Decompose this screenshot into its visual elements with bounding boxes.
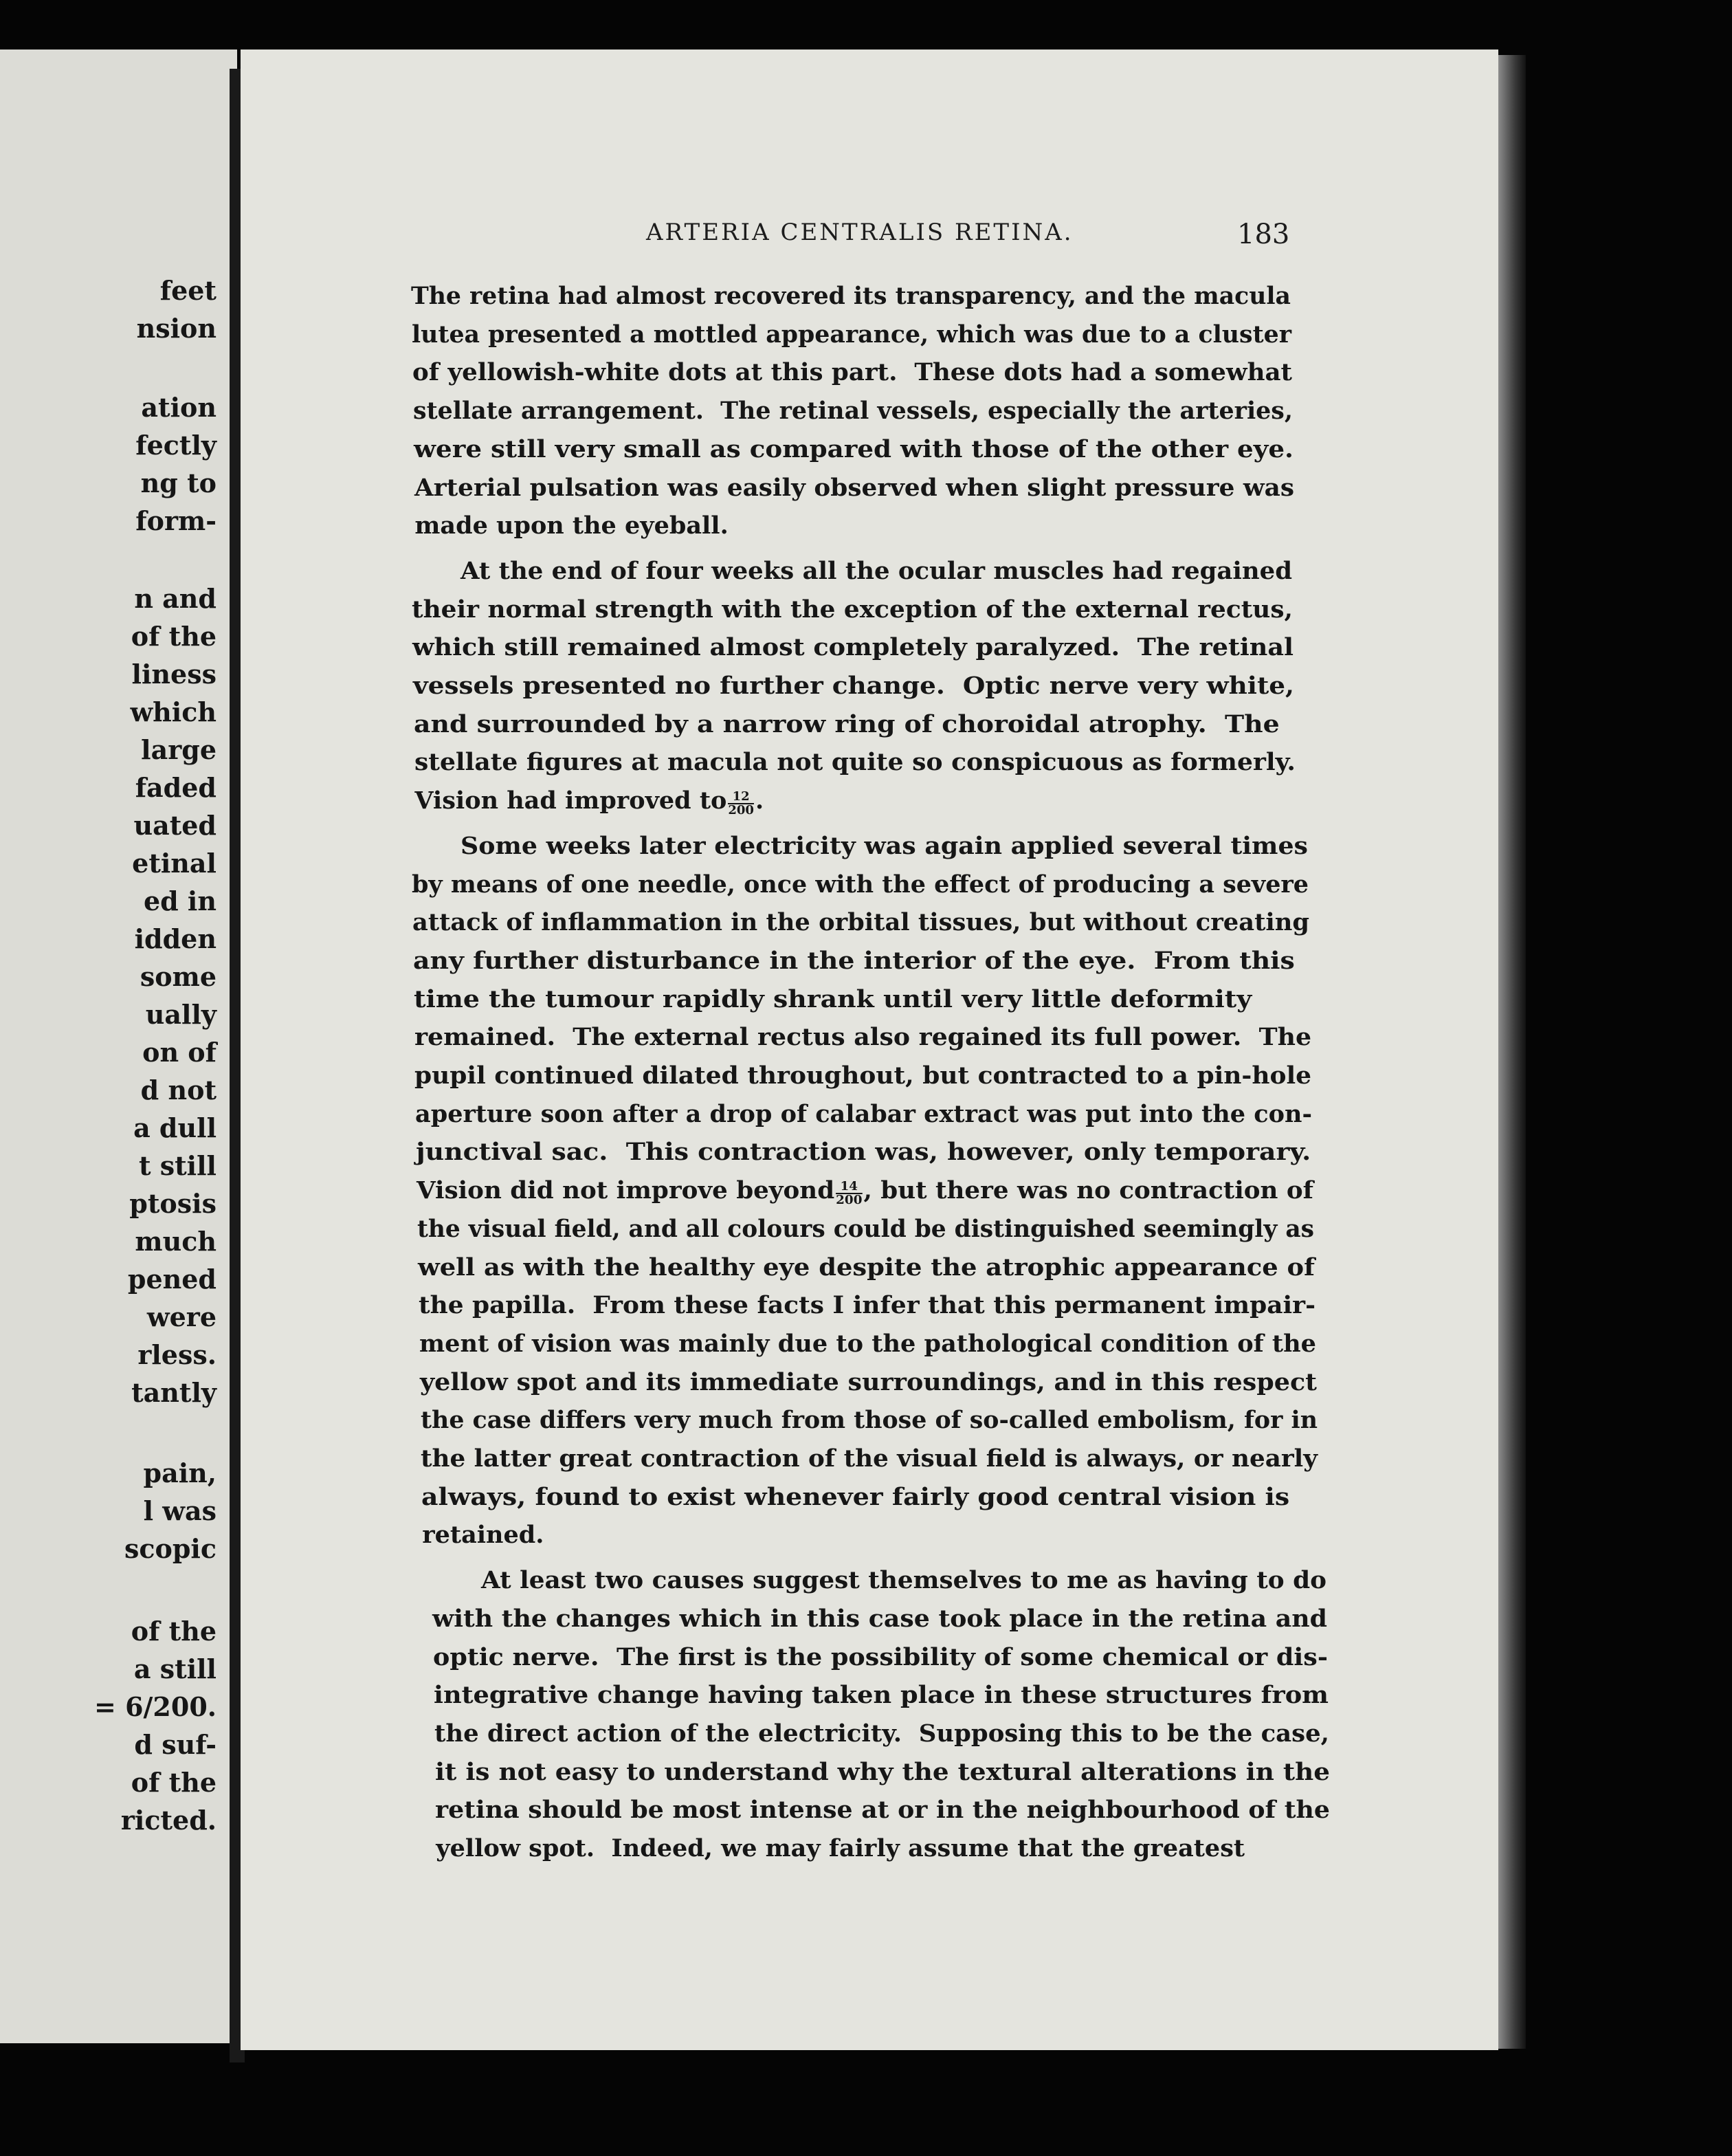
facing-page-line: idden (134, 923, 216, 954)
text-line (419, 1330, 1316, 1358)
facing-page-line: = 6/200. (94, 1691, 216, 1722)
text-line (413, 947, 1295, 975)
text-line (414, 985, 1252, 1013)
text-line (414, 512, 728, 540)
text-line (433, 1643, 1328, 1671)
text-line-content: the direct action of the electricity. Supposing this to be the case, (434, 1719, 1329, 1748)
text-line-content: it is not easy to understand why the textural alterations in the (434, 1757, 1330, 1786)
facing-page-line: some (140, 961, 216, 992)
fraction-denominator: 200 (728, 803, 754, 818)
text-line (435, 1758, 1330, 1786)
text-line (414, 710, 1280, 738)
facing-page-line: ricted. (120, 1805, 216, 1836)
facing-page-line: faded (135, 772, 216, 803)
facing-page-line: of the (131, 1616, 216, 1647)
text-line (420, 1368, 1317, 1396)
text-line-content: the latter great contraction of the visual field is always, or nearly (421, 1444, 1318, 1473)
text-line-content: the papilla. From these facts I infer that this permanent impair- (418, 1291, 1315, 1320)
text-line (419, 1291, 1315, 1319)
text-line-content: The retina had almost recovered its transparency, and the macula (411, 282, 1291, 310)
text-line-content: by means of one needle, once with the effect of producing a severe (411, 870, 1309, 899)
facing-page-line: tantly (131, 1377, 216, 1408)
text-line-content: which still remained almost completely paralyzed. The retinal (412, 633, 1294, 662)
text-line-content: well as with the healthy eye despite the atrophic appearance of (417, 1253, 1315, 1282)
facing-page-line: of the (131, 621, 216, 652)
text-line-content: and surrounded by a narrow ring of choroidal atrophy. The (413, 710, 1280, 738)
text-line (436, 1834, 1245, 1862)
facing-page-line: ng to (140, 468, 216, 498)
facing-page-line: were (146, 1301, 216, 1332)
text-line (417, 1176, 1313, 1207)
text-line-content: lutea presented a mottled appearance, which was due to a cluster (411, 320, 1291, 349)
text-line-content: aperture soon after a drop of calabar extract was put into the con- (415, 1099, 1313, 1128)
text-line-content: yellow spot and its immediate surroundings, and in this respect (419, 1367, 1317, 1396)
text-line-content: attack of inflammation in the orbital tissues, but without creating (412, 908, 1309, 937)
text-after-fraction: , but there was no contraction of (863, 1176, 1314, 1205)
text-line (416, 1138, 1311, 1166)
facing-page-line: fectly (135, 430, 216, 461)
fraction-denominator: 200 (836, 1193, 863, 1208)
text-line-content: At the end of four weeks all the ocular muscles had regained (460, 556, 1292, 585)
facing-page-line: ed in (143, 886, 216, 916)
text-line (414, 1023, 1311, 1051)
text-line-content: made upon the eyeball. (414, 512, 729, 540)
text-line-content: time the tumour rapidly shrank until very little deformity (413, 984, 1252, 1013)
text-line-content: Vision did not improve beyond (417, 1176, 835, 1205)
text-line (414, 474, 1294, 502)
facing-page-line: t still (138, 1150, 216, 1181)
facing-page-line: ptosis (129, 1188, 216, 1219)
text-line-content: always, found to exist whenever fairly good central vision is (421, 1482, 1290, 1511)
facing-page-line: of the (131, 1767, 216, 1798)
text-line (418, 1253, 1315, 1282)
facing-page (0, 50, 237, 2043)
text-line-content: with the changes which in this case took place in the retina and (432, 1604, 1327, 1633)
text-after-fraction: . (755, 786, 764, 815)
text-line (434, 1681, 1329, 1709)
facing-page-line: nsion (136, 313, 216, 344)
facing-page-line: a still (133, 1653, 216, 1684)
text-line (481, 1566, 1326, 1594)
text-line-content: Vision had improved to (414, 786, 727, 815)
text-line-content: stellate arrangement. The retinal vessels, especially the arteries, (412, 397, 1293, 426)
facing-page-line: scopic (124, 1533, 216, 1564)
text-line-content: integrative change having taken place in these structures from (433, 1681, 1329, 1710)
fraction-numerator: 14 (840, 1179, 858, 1194)
facing-page-line: pened (127, 1264, 216, 1295)
facing-page-line: rless. (137, 1339, 216, 1370)
facing-page-line: n and (134, 583, 216, 614)
facing-page-line: much (135, 1226, 216, 1257)
facing-page-line: l was (143, 1495, 216, 1526)
text-line (460, 832, 1308, 860)
facing-page-line: form- (135, 505, 216, 536)
text-line (414, 786, 764, 817)
text-line-content: Arterial pulsation was easily observed when slight pressure was (414, 473, 1294, 502)
text-line-content: At least two causes suggest themselves to me as having to do (481, 1566, 1326, 1595)
text-line-content: yellow spot. Indeed, we may fairly assume that the greatest (436, 1834, 1245, 1862)
text-line (414, 1062, 1311, 1090)
text-line (421, 1483, 1289, 1511)
text-line-content: vessels presented no further change. Optic nerve very white, (412, 672, 1294, 700)
fraction-numerator: 12 (732, 789, 750, 804)
fraction (728, 791, 754, 817)
facing-page-line: on of (142, 1037, 216, 1068)
facing-page-line: pain, (143, 1458, 216, 1488)
text-line-content: of yellowish-white dots at this part. These dots had a somewhat (412, 358, 1292, 387)
text-line-content: the case differs very much from those of so-called embolism, for in (420, 1406, 1318, 1435)
running-title: ARTERIA CENTRALIS RETINA. (646, 219, 1074, 246)
text-line-content: retained. (422, 1521, 544, 1550)
facing-page-line: a dull (133, 1112, 216, 1143)
facing-page-line: d suf- (134, 1729, 216, 1760)
text-line-content: remained. The external rectus also regained its full power. The (414, 1023, 1311, 1052)
text-line (414, 748, 1296, 776)
text-line (432, 1605, 1327, 1633)
facing-page-line: ually (145, 999, 216, 1030)
text-line (413, 672, 1294, 700)
text-line (422, 1521, 544, 1549)
facing-page-line: liness (131, 659, 216, 690)
facing-page-line: large (141, 734, 216, 765)
page-number: 183 (1237, 219, 1290, 250)
text-line (460, 557, 1292, 585)
text-line (412, 320, 1291, 349)
text-line-content: ment of vision was mainly due to the pathological condition of the (419, 1329, 1316, 1358)
fraction (836, 1180, 862, 1207)
facing-page-line: uated (133, 810, 216, 841)
text-line-content: stellate figures at macula not quite so conspicuous as formerly. (414, 748, 1296, 777)
text-line (434, 1719, 1329, 1748)
text-line (421, 1444, 1318, 1473)
text-line (413, 397, 1293, 425)
text-line-content: Some weeks later electricity was again applied several times (460, 831, 1308, 860)
text-line-content: retina should be most intense at or in the neighbourhood of the (435, 1796, 1331, 1825)
text-line-content: pupil continued dilated throughout, but contracted to a pin-hole (414, 1062, 1312, 1090)
text-line (421, 1406, 1318, 1434)
text-line-content: any further disturbance in the interior of the eye. From this (412, 946, 1295, 975)
text-line (412, 870, 1309, 899)
text-line (411, 282, 1291, 310)
text-line (412, 358, 1292, 386)
page-edge (1498, 55, 1526, 2049)
text-line-content: were still very small as compared with those of the other eye. (413, 434, 1294, 463)
text-line-content: their normal strength with the exception of the external rectus, (411, 595, 1293, 624)
text-line (435, 1796, 1330, 1824)
facing-page-line: d not (140, 1075, 216, 1106)
text-line-content: optic nerve. The first is the possibility of some chemical or dis- (432, 1642, 1328, 1671)
text-line (415, 1100, 1312, 1128)
facing-page-line: feet (159, 275, 216, 306)
text-line (412, 908, 1309, 936)
text-line (412, 633, 1294, 661)
text-line-content: the visual field, and all colours could be distinguished seemingly as (417, 1214, 1314, 1243)
facing-page-line: etinal (132, 848, 216, 879)
facing-page-line: ation (141, 392, 216, 423)
text-line (412, 595, 1293, 624)
facing-page-line: which (130, 696, 216, 727)
text-line-content: junctival sac. This contraction was, however, only temporary. (416, 1138, 1311, 1167)
text-line (414, 435, 1294, 463)
text-line (417, 1215, 1314, 1243)
